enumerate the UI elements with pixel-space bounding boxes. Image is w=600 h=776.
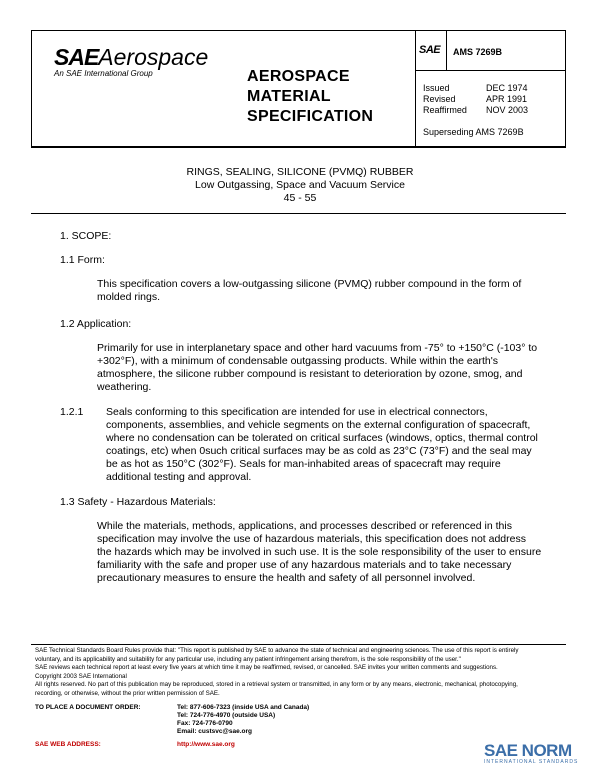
footer-legal: SAE Technical Standards Board Rules provide that: "This report is published by SAE to advance the state of technical and engineering sciences. The use of this report is entirely voluntary, and its applicability and suitability for any particular use, including any patient infringement arising therefrom, is the sole responsibility of the user." SAE reviews each technical report at least every five years at which time it may be reaffirmed, revised, or cancelled. SAE invites your written comments and suggestions. Copyright 2003 SAE International All rights reserved. No part of this publication may be reproduced, stored in a retrieval system or transmitted, in any form or by any means, electronic, mechanical, photocopying, recording, or otherwise, without the prior written permission of SAE. <box>35 647 519 697</box>
header-divider <box>446 31 447 70</box>
sae-mini-logo: SAE <box>419 44 441 56</box>
section-number: 1.2.1 <box>60 406 84 418</box>
page-title: AEROSPACE MATERIAL SPECIFICATION <box>247 68 374 125</box>
paragraph: While the materials, methods, applications, and processes described or referenced in this specification may involve the use of hazardous materials, this specification does not address the hazards which may be involved in such use. It is the sole responsibility of the user to ensure familiarity with the safe and proper use of any hazardous materials and to take necessary precautionary measures to ensure the health and safety of all personnel involved. <box>97 520 542 584</box>
footer-divider <box>31 644 566 645</box>
section-heading: 1.3 Safety - Hazardous Materials: <box>60 496 216 508</box>
order-label: TO PLACE A DOCUMENT ORDER: <box>35 704 141 711</box>
paragraph: Primarily for use in interplanetary space and other hard vacuums from -75° to +150°C (-103° to +302°F), with a minimum of condensable outgassing products. While within the earth's atmosphere, the silicone rubber compound is resistant to deterioration by ozone, smog, and weathering. <box>97 342 538 393</box>
header-divider <box>415 31 416 146</box>
section-heading: 1. SCOPE: <box>60 230 112 242</box>
sae-aerospace-logo: SAEAerospace An SAE International Group <box>54 44 209 78</box>
header-divider <box>415 70 566 71</box>
section-heading: 1.2 Application: <box>60 318 132 330</box>
divider <box>31 147 566 148</box>
sae-norm-logo: SAE NORM INTERNATIONAL STANDARDS <box>484 741 579 765</box>
paragraph: This specification covers a low-outgassing silicone (PVMQ) rubber compound in the form of molded rings. <box>97 278 522 303</box>
logo-subtitle: An SAE International Group <box>54 69 153 78</box>
header-box <box>31 30 566 147</box>
date-table: Issued DEC 1974 Revised APR 1991 Reaffirmed NOV 2003 <box>423 83 529 115</box>
web-address-label: SAE WEB ADDRESS: <box>35 741 101 748</box>
section-heading: 1.1 Form: <box>60 254 105 266</box>
order-contacts: Tel: 877-606-7323 (inside USA and Canada) Tel: 724-776-4970 (outside USA) Fax: 724-776-0790 Email: custsvc@sae.org <box>177 704 310 735</box>
superseding-note: Superseding AMS 7269B <box>423 127 524 137</box>
document-number: AMS 7269B <box>453 47 503 57</box>
paragraph: Seals conforming to this specification are intended for use in electrical connectors, components, assemblies, and vehicle segments on the external configuration of spacecraft, where no condensation can be tolerated on critical surfaces (windows, optics, thermal control coatings, etc) when 0such critical surfaces may be as cold as 23°C (73°F) and the seal may be as hot as 150°C (302°F). Seals for man-inhabited areas of spacecraft may require additional testing and approval. <box>106 406 538 483</box>
divider <box>31 213 566 214</box>
document-title: RINGS, SEALING, SILICONE (PVMQ) RUBBER Low Outgassing, Space and Vacuum Service 45 - 55 <box>186 166 414 204</box>
web-address-link[interactable]: http://www.sae.org <box>177 741 235 748</box>
